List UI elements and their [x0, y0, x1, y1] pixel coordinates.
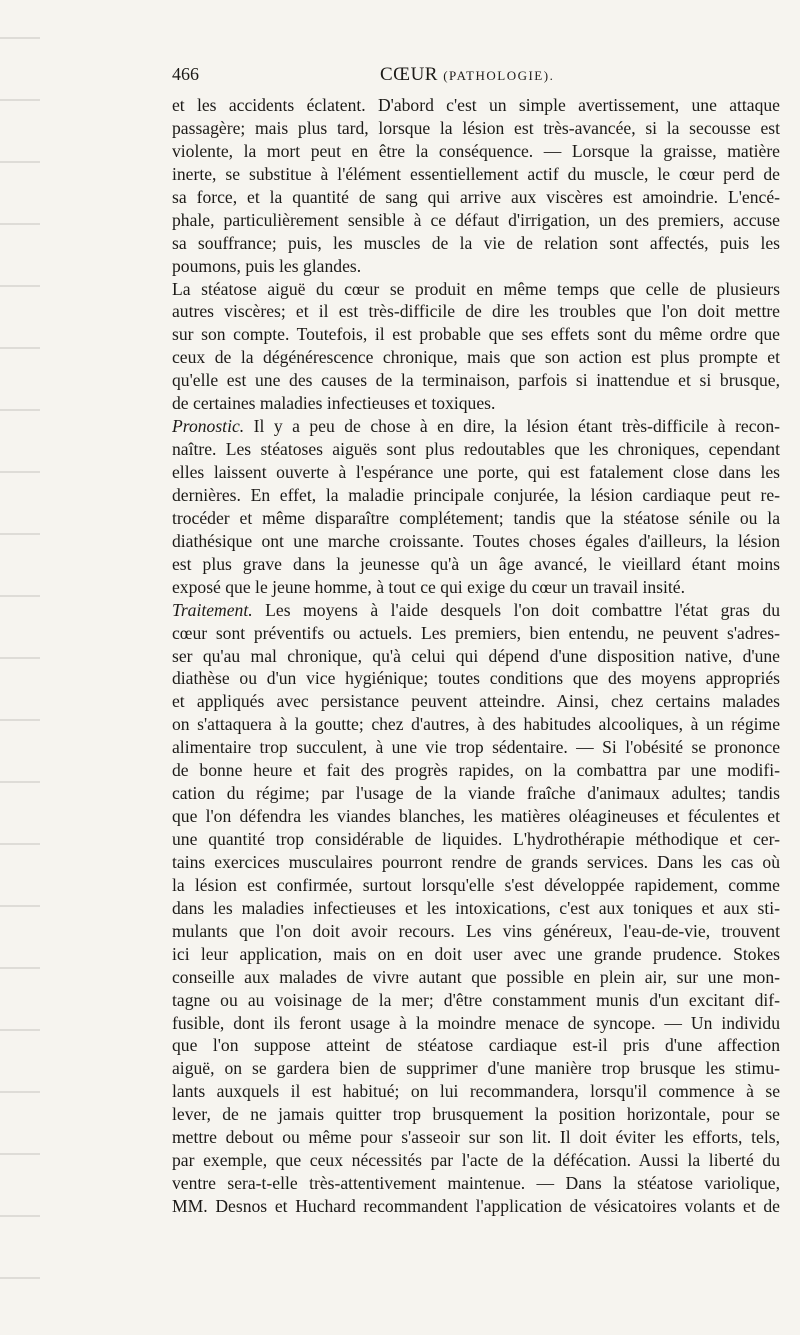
margin-scan-marks — [0, 0, 40, 1335]
line-text: par exemple, que ceux nécessités par l'acte de la défécation. Aussi la liberté du — [172, 1150, 780, 1171]
line-text: sa force, et la quantité de sang qui arrive aux viscères est amoindrie. L'encé- — [172, 186, 780, 207]
line-text: que l'on suppose atteint de stéatose cardiaque est-il pris d'une affection — [172, 1035, 780, 1056]
text-line — [172, 461, 780, 484]
text-line — [172, 713, 780, 736]
text-line — [172, 209, 780, 232]
text-line — [172, 1149, 780, 1172]
line-text: Il y a peu de chose à en dire, la lésion étant très-difficile à recon- — [244, 416, 780, 437]
text-line — [172, 874, 780, 897]
line-text: et appliqués avec persistance peuvent atteindre. Ainsi, chez certains malades — [172, 691, 780, 712]
text-line — [172, 1103, 780, 1126]
line-text: de certaines maladies infectieuses et toxiques. — [172, 393, 496, 414]
text-line — [172, 278, 780, 301]
text-line — [172, 1080, 780, 1103]
text-line — [172, 1057, 780, 1080]
text-line — [172, 140, 780, 163]
text-line — [172, 782, 780, 805]
line-text: sa souffrance; puis, les muscles de la vie de relation sont affectés, puis les — [172, 232, 780, 253]
text-line — [172, 1195, 780, 1218]
text-line — [172, 1012, 780, 1035]
line-text: tains exercices musculaires pourront rendre de grands services. Dans les cas où — [172, 851, 780, 872]
line-text: passagère; mais plus tard, lorsque la lésion est très-avancée, si la secousse est — [172, 117, 780, 138]
line-text: poumons, puis les glandes. — [172, 255, 362, 276]
line-text: conseille aux malades de vivre autant que possible en plein air, sur une mon- — [172, 966, 780, 987]
text-line — [172, 392, 780, 415]
text-line — [172, 1172, 780, 1195]
line-text: violente, la mort peut en être la conséquence. — Lorsque la graisse, matière — [172, 140, 780, 161]
line-text: cœur sont préventifs ou actuels. Les premiers, bien entendu, ne peuvent s'adres- — [172, 622, 780, 643]
text-line — [172, 736, 780, 759]
line-text: que l'on défendra les viandes blanches, les matières oléagineuses et féculentes et — [172, 806, 780, 827]
line-text: La stéatose aiguë du cœur se produit en même temps que celle de plusieurs — [172, 278, 780, 299]
text-line — [172, 369, 780, 392]
text-line — [172, 943, 780, 966]
line-text: phale, particulièrement sensible à ce défaut d'irrigation, un des premiers, accuse — [172, 209, 780, 230]
line-text: mulants que l'on doit avoir recours. Les vins généreux, l'eau-de-vie, trouvent — [172, 920, 780, 941]
line-text: la lésion est confirmée, surtout lorsqu'elle s'est développée rapidement, comme — [172, 874, 780, 895]
text-line — [172, 920, 780, 943]
line-text: aiguë, on se gardera bien de supprimer d'une manière trop brusque les stimu- — [172, 1058, 780, 1079]
page-header — [172, 64, 792, 90]
line-text: dernières. En effet, la maladie principale conjurée, la lésion cardiaque peut re- — [172, 484, 780, 505]
text-line — [172, 438, 780, 461]
text-line — [172, 897, 780, 920]
line-text: qu'elle est une des causes de la terminaison, parfois si inattendue et si brusque, — [172, 370, 780, 391]
text-line — [172, 255, 780, 278]
line-text: Les moyens à l'aide desquels l'on doit combattre l'état gras du — [252, 599, 780, 620]
running-title — [380, 64, 554, 86]
line-text: lants auxquels il est habitué; on lui recommandera, lorsqu'il commence à se — [172, 1081, 780, 1102]
line-text: ventre sera-t-elle très-attentivement maintenue. — Dans la stéatose variolique, — [172, 1173, 780, 1194]
text-line — [172, 966, 780, 989]
line-text: de bonne heure et fait des progrès rapides, on la combattra par une modifi- — [172, 760, 780, 781]
text-line — [172, 530, 780, 553]
text-line — [172, 163, 780, 186]
text-line — [172, 828, 780, 851]
line-text: diathèse ou d'un vice hygiénique; toutes conditions que des moyens appropriés — [172, 668, 780, 689]
line-text: trocéder et même disparaître complétement; tandis que la stéatose sénile ou la — [172, 507, 780, 528]
line-text: ici leur application, mais on en doit user avec une grande prudence. Stokes — [172, 943, 780, 964]
text-line — [172, 117, 780, 140]
line-text: une quantité trop considérable de liquides. L'hydrothérapie méthodique et cer- — [172, 829, 780, 849]
text-line — [172, 667, 780, 690]
line-text: alimentaire trop succulent, à une vie trop sédentaire. — Si l'obésité se prononce — [172, 737, 780, 758]
line-text: sur son compte. Toutefois, il est probable que ses effets sont du même ordre que — [172, 324, 780, 345]
line-text: elles laissent ouverte à l'espérance une porte, qui est fatalement close dans les — [172, 462, 780, 482]
text-line — [172, 346, 780, 369]
text-line — [172, 599, 780, 622]
section-heading: Traitement. — [172, 599, 253, 620]
line-text: cation du régime; par l'usage de la viande fraîche d'animaux adultes; tandis — [172, 783, 780, 804]
line-text: diathésique ont une marche croissante. Toutes choses égales d'ailleurs, la lésion — [172, 530, 780, 551]
text-line — [172, 759, 780, 782]
text-line — [172, 1034, 780, 1057]
line-text: exposé que le jeune homme, à tout ce qui exige du cœur un travail insité. — [172, 576, 685, 597]
line-text: inerte, se substitue à l'élément essentiellement actif du muscle, le cœur perd de — [172, 163, 780, 184]
running-title-main: CŒUR — [380, 64, 438, 85]
text-line — [172, 186, 780, 209]
line-text: tagne ou au voisinage de la mer; d'être constamment munis d'un excitant dif- — [172, 989, 780, 1010]
text-line — [172, 1126, 780, 1149]
text-line — [172, 690, 780, 713]
text-line — [172, 805, 780, 828]
line-text: ser qu'au mal chronique, qu'à celui qui dépend d'une disposition native, d'une — [172, 645, 780, 666]
line-text: on s'attaquera à la goutte; chez d'autres, à des habitudes alcooliques, à un régime — [172, 714, 780, 735]
text-line — [172, 622, 780, 645]
text-line — [172, 553, 780, 576]
line-text: lever, de ne jamais quitter trop brusquement la position horizontale, pour se — [172, 1104, 780, 1125]
page-number: 466 — [172, 64, 199, 84]
text-line — [172, 484, 780, 507]
text-line — [172, 94, 780, 117]
text-line — [172, 645, 780, 668]
body-text — [172, 94, 780, 1218]
line-text: est plus grave dans la jeunesse qu'à un âge avancé, le vieillard étant moins — [172, 553, 780, 574]
text-line — [172, 576, 780, 599]
section-heading: Pronostic. — [172, 416, 245, 437]
line-text: mettre debout ou même pour s'asseoir sur son lit. Il doit éviter les efforts, tels, — [172, 1127, 780, 1148]
text-line — [172, 989, 780, 1012]
line-text: dans les maladies infectieuses et les intoxications, c'est aux toniques et aux sti- — [172, 897, 780, 918]
text-line — [172, 851, 780, 874]
text-line — [172, 415, 780, 438]
line-text: naître. Les stéatoses aiguës sont plus redoutables que les chroniques, cependant — [172, 439, 780, 460]
line-text: MM. Desnos et Huchard recommandent l'application de vésicatoires volants et de — [172, 1196, 780, 1216]
line-text: ceux de la dégénérescence chronique, mais que son action est plus prompte et — [172, 347, 780, 368]
text-line — [172, 323, 780, 346]
line-text: fusible, dont ils feront usage à la moindre menace de syncope. — Un individu — [172, 1012, 780, 1033]
text-line — [172, 507, 780, 530]
line-text: autres viscères; et il est très-difficile de dire les troubles que l'on doit mettre — [172, 301, 780, 322]
running-title-sub: (PATHOLOGIE). — [443, 68, 555, 83]
line-text: et les accidents éclatent. D'abord c'est un simple avertissement, une attaque — [172, 95, 780, 115]
text-line — [172, 300, 780, 323]
text-line — [172, 232, 780, 255]
